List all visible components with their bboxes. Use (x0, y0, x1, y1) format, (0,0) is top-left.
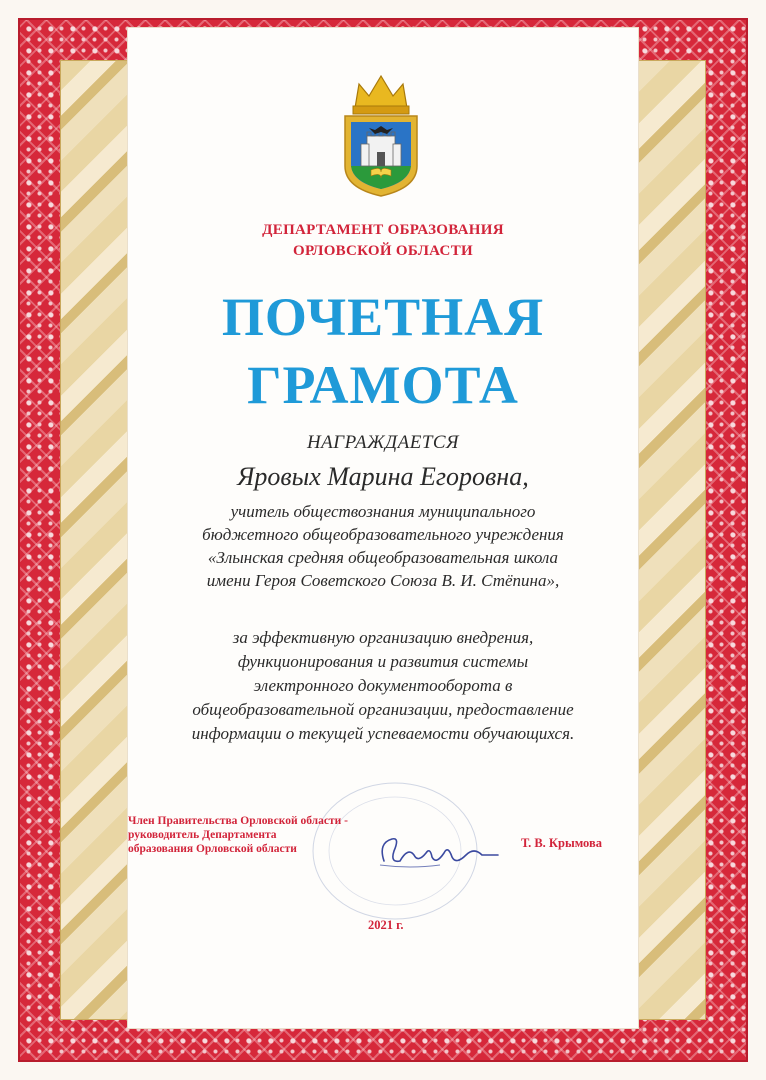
reason-line: информации о текущей успеваемости обучающихся. (191, 724, 575, 743)
coat-of-arms-icon (337, 70, 425, 200)
reason-line: общеобразовательной организации, предоставление (192, 700, 574, 719)
signatory-name: Т. В. Крымова (521, 836, 602, 850)
position-line: бюджетного общеобразовательного учреждения (202, 525, 564, 544)
signatory-title-line: руководитель Департамента (128, 829, 277, 841)
certificate-title-line1: ПОЧЕТНАЯ (221, 287, 545, 347)
signatory-title-line: образования Орловской области (128, 843, 297, 855)
signatory-title-line: Член Правительства Орловской области - (128, 815, 348, 827)
reason-line: функционирования и развития системы (237, 652, 529, 671)
department-name-line1: ДЕПАРТАМЕНТ ОБРАЗОВАНИЯ (262, 222, 504, 238)
position-line: учитель обществознания муниципального (230, 502, 536, 521)
reason-line: электронного документооборота в (253, 676, 513, 695)
recipient-name: Яровых Марина Егоровна, (237, 462, 529, 491)
certificate-title-line2: ГРАМОТА (247, 355, 519, 415)
issue-year: 2021 г. (368, 918, 404, 932)
awarded-label: НАГРАЖДАЕТСЯ (306, 432, 460, 453)
department-name-line2: ОРЛОВСКОЙ ОБЛАСТИ (293, 243, 473, 259)
position-line: имени Героя Советского Союза В. И. Стёпина», (206, 571, 560, 590)
position-line: «Злынская средняя общеобразовательная школа (207, 548, 559, 567)
handwritten-signature (370, 825, 510, 875)
reason-line: за эффективную организацию внедрения, (232, 628, 534, 647)
